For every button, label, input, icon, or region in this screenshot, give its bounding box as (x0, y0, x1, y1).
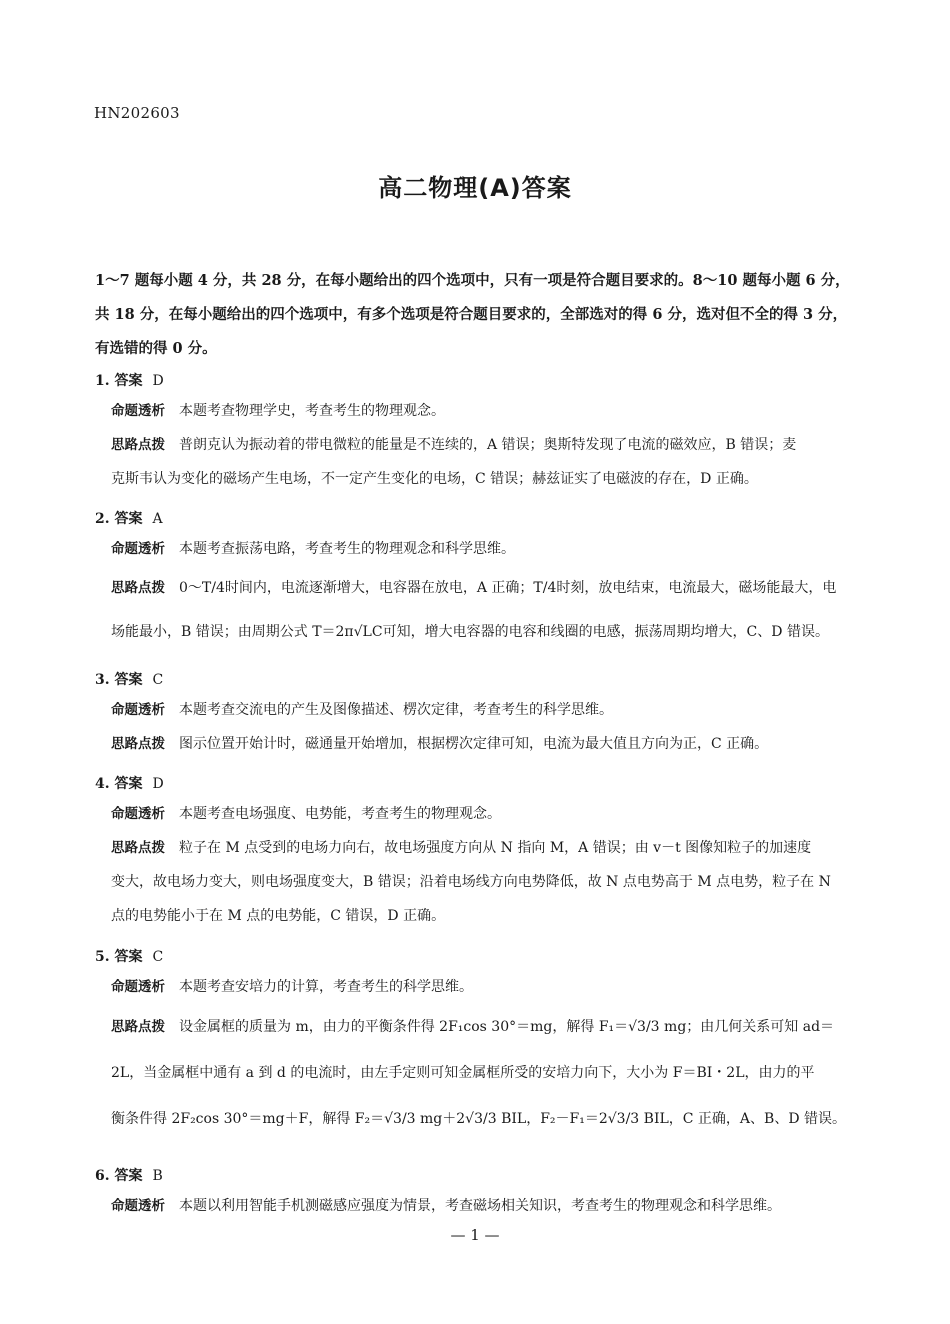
insight-line: 命题透析 本题考查交流电的产生及图像描述、楞次定律，考查考生的科学思维。 (111, 702, 613, 718)
question-6 (95, 1163, 865, 1223)
insight-line: 命题透析 本题以利用智能手机测磁感应强度为情景，考查磁场相关知识，考查考生的物理观念和科学思维。 (111, 1198, 781, 1214)
analysis-line: 思路点拨 图示位置开始计时，磁通量开始增加，根据楞次定律可知，电流为最大值且方向为正，C 正确。 (111, 736, 769, 752)
question-header: 6. 答案 B (95, 1168, 163, 1184)
analysis-continuation: 克斯韦认为变化的磁场产生电场，不一定产生变化的电场，C 错误；赫兹证实了电磁波的存在，D 正确。 (111, 471, 758, 487)
instructions (95, 264, 865, 366)
answer-value: C (152, 949, 164, 965)
question-header: 5. 答案 C (95, 949, 164, 965)
analysis-continuation: 场能最小，B 错误；由周期公式 T＝2π√LC可知，增大电容器的电容和线圈的电感，振荡周期均增大，C、D 错误。 (111, 624, 829, 640)
analysis-line: 思路点拨 设金属框的质量为 m，由力的平衡条件得 2F₁cos 30°＝mg，解得 F₁＝√3/3 mg；由几何关系可知 ad＝ (111, 1019, 835, 1035)
insight-line: 命题透析 本题考查安培力的计算，考查考生的科学思维。 (111, 979, 473, 995)
analysis-line: 思路点拨 粒子在 M 点受到的电场力向右，故电场强度方向从 N 指向 M，A 错误；由 v－t 图像知粒子的加速度 (111, 840, 812, 856)
document-code: HN202603 (94, 104, 180, 122)
analysis-continuation: 2L，当金属框中通有 a 到 d 的电流时，由左手定则可知金属框所受的安培力向下，大小为 F＝BI・2L，由力的平 (111, 1065, 815, 1081)
answer-value: C (152, 672, 164, 688)
answer-value: B (152, 1168, 163, 1184)
analysis-continuation: 衡条件得 2F₂cos 30°＝mg＋F，解得 F₂＝√3/3 mg＋2√3/3 BIL，F₂－F₁＝2√3/3 BIL，C 正确，A、B、D 错误。 (111, 1111, 847, 1127)
question-2 (95, 506, 865, 654)
answer-value: D (152, 776, 164, 792)
answer-value: A (152, 511, 163, 527)
page-title: 高二物理(A)答案 (378, 174, 572, 202)
instruction-line: 共 18 分，在每小题给出的四个选项中，有多个选项是符合题目要求的，全部选对的得 6 分，选对但不全的得 3 分， (95, 306, 848, 323)
instruction-line: 有选错的得 0 分。 (95, 340, 217, 357)
question-header: 2. 答案 A (95, 511, 163, 527)
analysis-continuation: 变大，故电场力变大，则电场强度变大，B 错误；沿着电场线方向电势降低，故 N 点电势高于 M 点电势，粒子在 N (111, 874, 831, 890)
question-header: 4. 答案 D (95, 776, 164, 792)
question-header: 1. 答案 D (95, 373, 164, 389)
insight-line: 命题透析 本题考查电场强度、电势能，考查考生的物理观念。 (111, 806, 501, 822)
analysis-continuation: 点的电势能小于在 M 点的电势能，C 错误，D 正确。 (111, 908, 446, 924)
analysis-line: 思路点拨 普朗克认为振动着的带电微粒的能量是不连续的，A 错误；奥斯特发现了电流的磁效应，B 错误；麦 (111, 437, 797, 453)
insight-line: 命题透析 本题考查物理学史，考查考生的物理观念。 (111, 403, 445, 419)
question-5 (95, 944, 865, 1142)
analysis-line: 思路点拨 0～T/4时间内，电流逐渐增大，电容器在放电，A 正确；T/4时刻，放电结束，电流最大，磁场能最大，电 (111, 580, 837, 596)
question-1 (95, 368, 865, 496)
question-4 (95, 771, 865, 933)
page-number: — 1 — (450, 1226, 500, 1244)
question-header: 3. 答案 C (95, 672, 164, 688)
question-3 (95, 667, 865, 761)
instruction-line: 1～7 题每小题 4 分，共 28 分，在每小题给出的四个选项中，只有一项是符合题目要求的。8～10 题每小题 6 分， (95, 272, 850, 289)
insight-line: 命题透析 本题考查振荡电路，考查考生的物理观念和科学思维。 (111, 541, 515, 557)
answer-value: D (152, 373, 164, 389)
